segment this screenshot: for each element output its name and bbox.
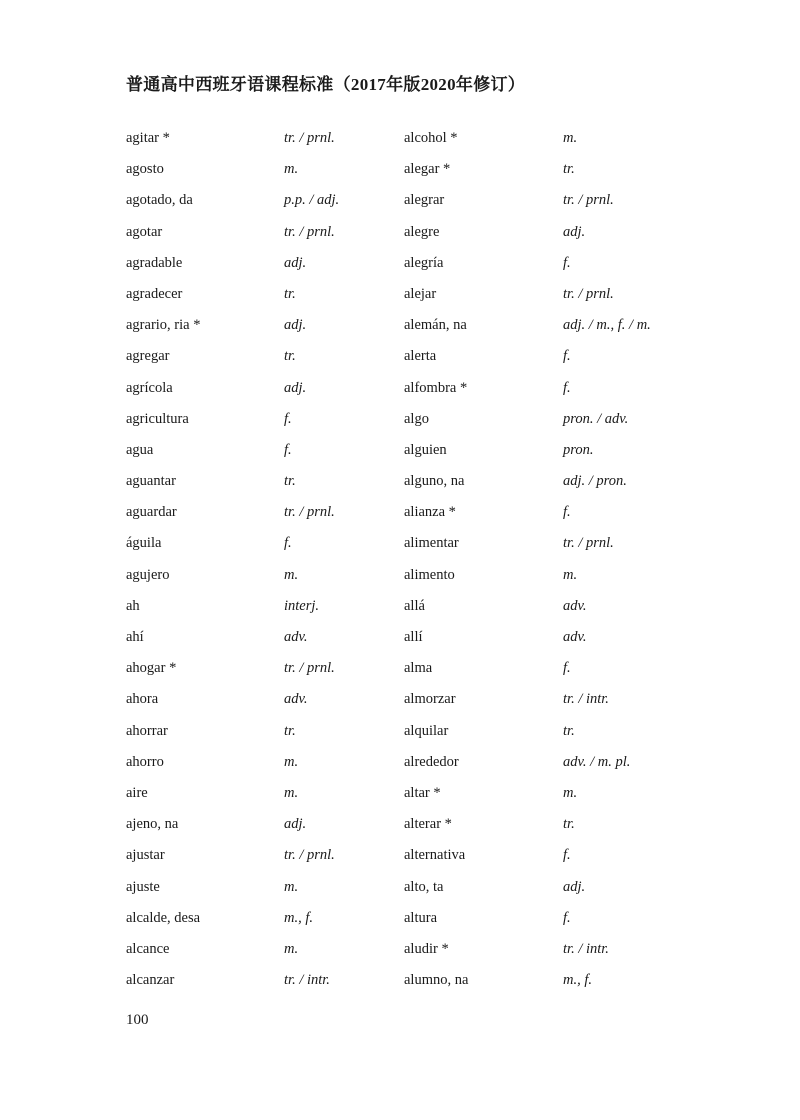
right-part-of-speech: f. — [563, 847, 571, 864]
right-word: alerta — [404, 348, 437, 365]
vocabulary-row — [0, 591, 800, 622]
left-word: agrícola — [126, 379, 173, 396]
right-word: algo — [404, 410, 429, 427]
left-part-of-speech: tr. — [284, 722, 296, 739]
left-part-of-speech: adj. — [284, 816, 307, 833]
right-word: allí — [404, 629, 423, 645]
vocabulary-row — [0, 560, 800, 591]
vocabulary-row — [0, 840, 800, 871]
vocabulary-row — [0, 747, 800, 778]
right-part-of-speech: f. — [563, 254, 571, 271]
right-part-of-speech: tr. / prnl. — [563, 535, 614, 552]
right-word: aludir * — [404, 940, 449, 957]
vocabulary-row — [0, 934, 800, 965]
right-word: alto, ta — [404, 878, 444, 895]
right-word: alumno, na — [404, 972, 469, 989]
right-part-of-speech: m. — [563, 130, 578, 146]
right-word: alguien — [404, 441, 447, 458]
left-word: agujero — [126, 566, 170, 583]
left-word: aire — [126, 784, 148, 801]
left-word: agradecer — [126, 285, 183, 302]
left-part-of-speech: adj. — [284, 254, 307, 271]
left-part-of-speech: f. — [284, 535, 292, 552]
vocabulary-row — [0, 154, 800, 185]
left-word: ajeno, na — [126, 816, 179, 833]
left-part-of-speech: m. — [284, 566, 299, 583]
left-word: agradable — [126, 254, 183, 271]
left-part-of-speech: tr. / prnl. — [284, 504, 335, 521]
left-part-of-speech: m. — [284, 940, 299, 957]
vocabulary-row — [0, 217, 800, 248]
vocabulary-row — [0, 622, 800, 653]
left-part-of-speech: adj. — [284, 317, 307, 334]
vocabulary-row — [0, 123, 800, 154]
left-part-of-speech: f. — [284, 441, 292, 458]
right-part-of-speech: f. — [563, 909, 571, 926]
right-word: alguno, na — [404, 473, 465, 490]
right-part-of-speech: tr. / prnl. — [563, 285, 614, 302]
vocabulary-row — [0, 809, 800, 840]
left-part-of-speech: tr. — [284, 285, 296, 302]
right-word: almorzar — [404, 691, 456, 708]
left-word: agrario, ria * — [126, 317, 201, 334]
right-word: alegrar — [404, 192, 445, 209]
vocabulary-row — [0, 872, 800, 903]
right-word: alquilar — [404, 722, 449, 739]
right-word: alimento — [404, 566, 455, 583]
right-part-of-speech: tr. / intr. — [563, 940, 609, 957]
right-word: altar * — [404, 784, 441, 801]
left-word: ahí — [126, 629, 144, 645]
right-part-of-speech: tr. / prnl. — [563, 192, 614, 209]
right-part-of-speech: f. — [563, 660, 571, 677]
left-word: agua — [126, 441, 154, 458]
right-part-of-speech: m. — [563, 784, 578, 801]
left-part-of-speech: tr. / prnl. — [284, 130, 335, 146]
vocabulary-row — [0, 435, 800, 466]
vocabulary-row — [0, 466, 800, 497]
left-part-of-speech: m. — [284, 784, 299, 801]
vocabulary-row — [0, 653, 800, 684]
left-word: alcance — [126, 940, 170, 957]
left-part-of-speech: m. — [284, 753, 299, 770]
left-word: ahorro — [126, 753, 164, 770]
left-word: aguardar — [126, 504, 177, 521]
right-word: alemán, na — [404, 317, 467, 334]
vocabulary-row — [0, 341, 800, 372]
left-word: agotado, da — [126, 192, 193, 209]
right-word: alterar * — [404, 816, 452, 833]
left-part-of-speech: tr. / prnl. — [284, 847, 335, 864]
left-part-of-speech: interj. — [284, 597, 320, 614]
right-part-of-speech: f. — [563, 379, 571, 396]
right-part-of-speech: f. — [563, 348, 571, 365]
right-part-of-speech: pron. / adv. — [563, 410, 629, 427]
vocabulary-row — [0, 684, 800, 715]
left-word: ahogar * — [126, 660, 177, 677]
left-part-of-speech: tr. / prnl. — [284, 660, 335, 677]
right-part-of-speech: adj. — [563, 878, 586, 895]
left-part-of-speech: tr. — [284, 473, 296, 490]
right-word: alegría — [404, 254, 444, 271]
vocabulary-row — [0, 778, 800, 809]
right-word: alegar * — [404, 161, 451, 178]
left-part-of-speech: m. — [284, 878, 299, 895]
right-part-of-speech: m. — [563, 566, 578, 583]
right-word: alfombra * — [404, 379, 468, 396]
vocabulary-row — [0, 248, 800, 279]
right-part-of-speech: adv. / m. pl. — [563, 753, 631, 770]
left-word: agitar * — [126, 130, 170, 146]
right-word: alimentar — [404, 535, 459, 552]
right-part-of-speech: adj. / pron. — [563, 473, 627, 490]
left-word: agotar — [126, 223, 163, 240]
vocabulary-row — [0, 716, 800, 747]
left-word: agosto — [126, 161, 164, 178]
right-word: altura — [404, 909, 438, 926]
right-part-of-speech: adj. / m., f. / m. — [563, 317, 651, 334]
vocabulary-row — [0, 279, 800, 310]
right-part-of-speech: tr. / intr. — [563, 691, 609, 708]
left-part-of-speech: tr. / prnl. — [284, 223, 335, 240]
vocabulary-row — [0, 965, 800, 996]
left-word: ajustar — [126, 847, 165, 864]
vocabulary-row — [0, 903, 800, 934]
right-word: alejar — [404, 285, 437, 302]
left-part-of-speech: adj. — [284, 379, 307, 396]
right-part-of-speech: tr. — [563, 722, 575, 739]
page-number: 100 — [126, 1012, 149, 1028]
vocabulary-row — [0, 310, 800, 341]
left-word: ahora — [126, 691, 159, 708]
vocabulary-row — [0, 404, 800, 435]
right-part-of-speech: f. — [563, 504, 571, 521]
right-word: alternativa — [404, 847, 466, 864]
left-word: ahorrar — [126, 722, 168, 739]
right-part-of-speech: m., f. — [563, 972, 592, 989]
left-part-of-speech: adv. — [284, 691, 308, 708]
left-part-of-speech: tr. — [284, 348, 296, 365]
left-word: alcalde, desa — [126, 909, 201, 926]
left-part-of-speech: f. — [284, 410, 292, 427]
vocabulary-row — [0, 528, 800, 559]
left-part-of-speech: adv. — [284, 629, 308, 645]
left-word: agregar — [126, 348, 170, 365]
right-part-of-speech: pron. — [563, 441, 594, 458]
right-word: alianza * — [404, 504, 456, 521]
left-word: águila — [126, 535, 162, 552]
vocabulary-list — [0, 123, 800, 996]
right-part-of-speech: tr. — [563, 816, 575, 833]
vocabulary-row — [0, 373, 800, 404]
vocabulary-row — [0, 185, 800, 216]
right-part-of-speech: adj. — [563, 223, 586, 240]
left-word: aguantar — [126, 473, 176, 490]
right-word: alcohol * — [404, 130, 458, 146]
right-word: alma — [404, 660, 433, 677]
right-part-of-speech: adv. — [563, 597, 587, 614]
left-word: ah — [126, 597, 140, 614]
left-part-of-speech: m., f. — [284, 909, 313, 926]
left-word: agricultura — [126, 410, 189, 427]
page-header-title: 普通高中西班牙语课程标准（2017年版2020年修订） — [126, 75, 526, 94]
left-word: ajuste — [126, 878, 160, 895]
left-part-of-speech: tr. / intr. — [284, 972, 330, 989]
left-part-of-speech: p.p. / adj. — [284, 192, 340, 209]
right-part-of-speech: tr. — [563, 161, 575, 178]
right-word: allá — [404, 597, 425, 614]
left-word: alcanzar — [126, 972, 175, 989]
left-part-of-speech: m. — [284, 161, 299, 178]
vocabulary-row — [0, 497, 800, 528]
right-part-of-speech: adv. — [563, 629, 587, 645]
right-word: alegre — [404, 223, 440, 240]
right-word: alrededor — [404, 753, 459, 770]
